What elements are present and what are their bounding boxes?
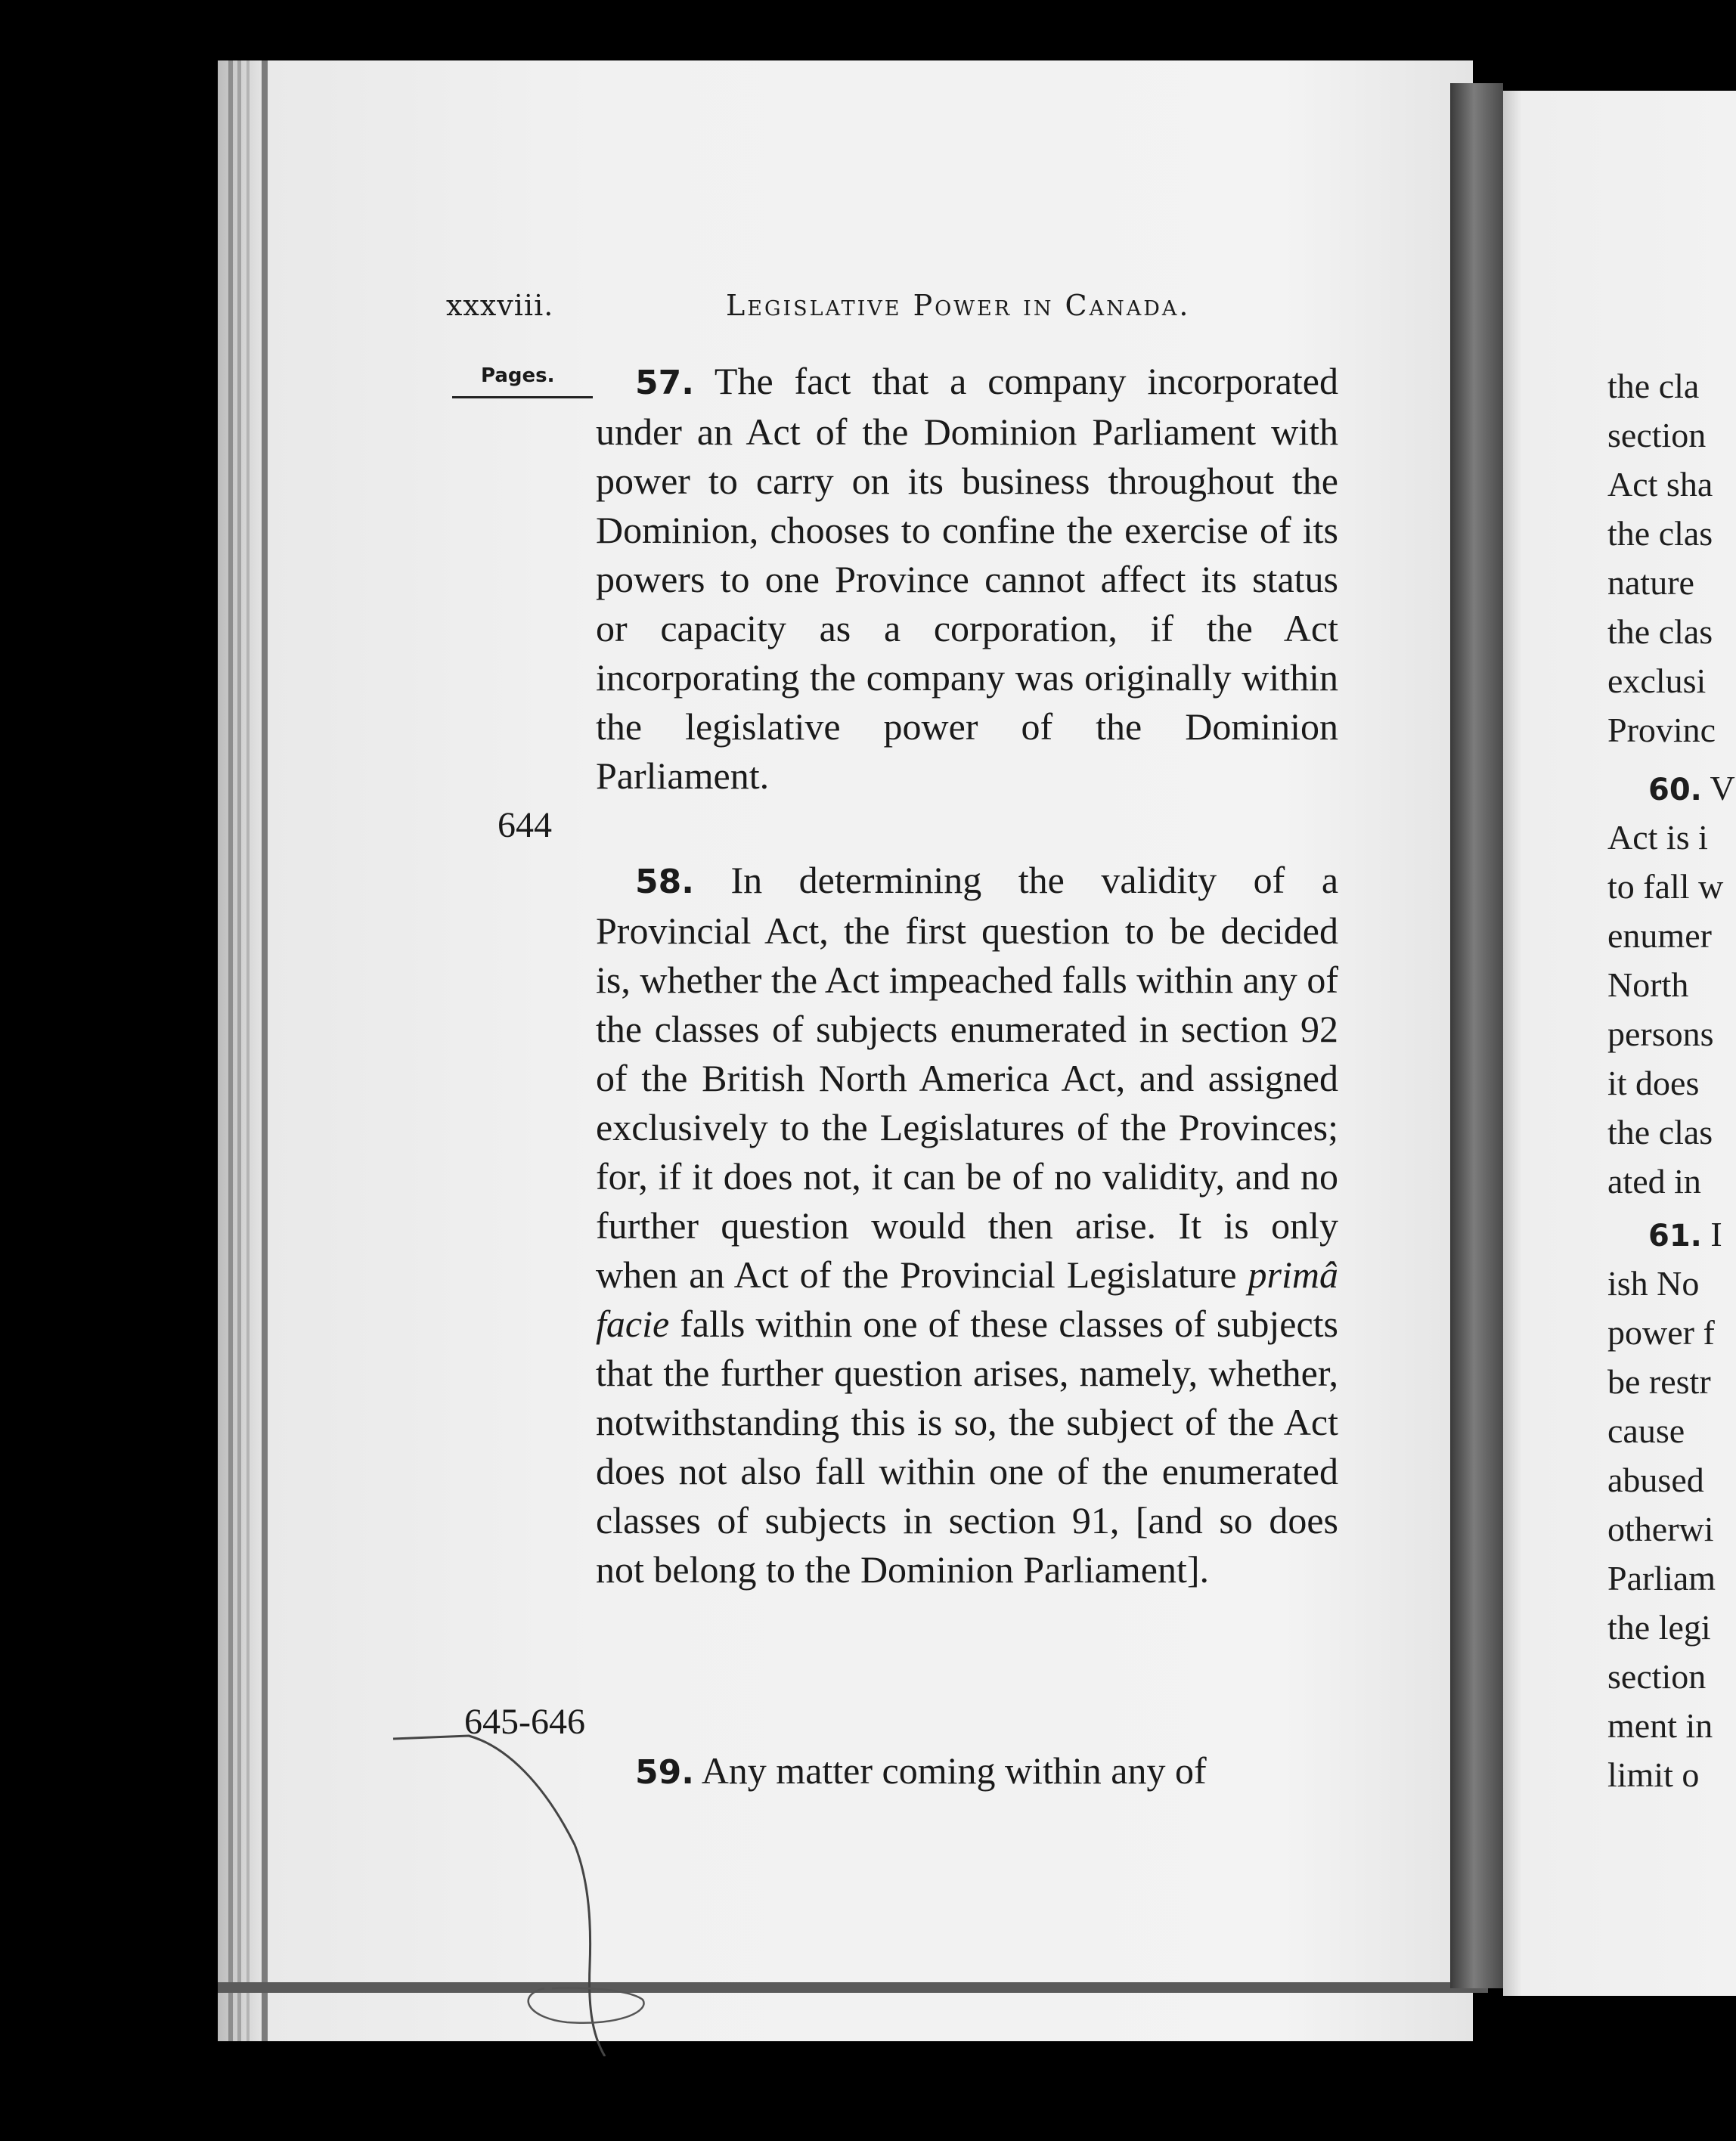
right-page-text-block	[1607, 361, 1736, 754]
page-edge	[237, 60, 241, 2041]
right-line: limit o	[1607, 1755, 1700, 1794]
book-gutter	[1450, 83, 1503, 1988]
right-line: ish No	[1607, 1264, 1700, 1303]
paragraph-text: The fact that a company incorporated under an Act of the Dominion Parliament with power to carry on its business throughout the Dominion, chooses to confine the exercise of its powers to one Province cannot affect its status or capacity as a corporation, if the Act incorporating the company was originally within the legislative power of the Dominion Parliament.	[596, 360, 1338, 797]
right-line: North	[1607, 965, 1689, 1004]
running-title: Legislative Power in Canada.	[726, 289, 1191, 322]
right-line: section	[1607, 416, 1707, 454]
right-line: V	[1710, 769, 1735, 807]
right-line: ment in	[1607, 1706, 1713, 1745]
paragraph-text: falls within one of these classes of subjects that the further question arises, namely, whether, notwithstanding this is so, the subject of the Act does not also fall within one of the enumerated classes of subjects in section 91, [and so does not belong to the Dominion Parliament].	[596, 1303, 1338, 1591]
right-page-text-block	[1607, 1210, 1736, 1799]
pencil-annotation	[378, 1701, 665, 2056]
paragraph-number: 60.	[1648, 773, 1702, 807]
paragraph-number: 58.	[635, 863, 694, 901]
paragraph-number: 61.	[1648, 1219, 1702, 1253]
right-line: otherwi	[1607, 1510, 1714, 1548]
right-line: nature	[1607, 563, 1694, 602]
paragraph-57	[596, 357, 1338, 801]
right-line: the cla	[1607, 367, 1700, 405]
right-line: the clas	[1607, 1113, 1713, 1151]
right-line: Parliam	[1607, 1559, 1716, 1597]
margin-page-reference: 645-646	[464, 1702, 585, 1742]
paragraph-number: 59.	[635, 1753, 694, 1792]
paragraph-number: 57.	[635, 364, 694, 402]
page-edge	[246, 60, 250, 2041]
right-line: the legi	[1607, 1608, 1711, 1647]
right-line: ated in	[1607, 1162, 1701, 1201]
page-number: xxxviii.	[446, 289, 554, 322]
right-line: Act sha	[1607, 465, 1713, 503]
right-line: be restr	[1607, 1362, 1711, 1401]
page-edge	[228, 60, 233, 2041]
paragraph-58	[596, 856, 1338, 1594]
right-line: section	[1607, 1657, 1707, 1696]
pages-rule	[452, 396, 593, 398]
paragraph-59	[596, 1746, 1338, 1797]
right-line: to fall w	[1607, 867, 1724, 906]
italic-phrase: primâ facie	[596, 1253, 1338, 1345]
right-page-text-block	[1607, 764, 1736, 1206]
right-line: power f	[1607, 1313, 1715, 1352]
right-line: exclusi	[1607, 662, 1707, 700]
right-line: cause	[1607, 1411, 1685, 1450]
pages-label: Pages.	[481, 364, 555, 387]
paragraph-text: In determining the validity of a Provincial Act, the first question to be decided is, whether the Act impeached falls within any of the classes of subjects enumerated in section 92 of the British North America Act, and assigned exclusively to the Legislatures of the Provinces; for, if it does not, it can be of no validity, and no further question would then arise. It is only when an Act of the Provincial Legislature	[596, 859, 1339, 1296]
right-line: Provinc	[1607, 711, 1716, 749]
paragraph-text: Any matter coming within any of	[701, 1749, 1207, 1792]
margin-page-reference: 644	[498, 805, 552, 845]
right-line: I	[1710, 1215, 1722, 1253]
right-line: persons	[1607, 1015, 1714, 1053]
right-line: it does	[1607, 1064, 1700, 1102]
right-line: abused	[1607, 1461, 1704, 1499]
right-line: Act is i	[1607, 818, 1708, 857]
right-line: the clas	[1607, 612, 1713, 651]
page-edge	[262, 60, 268, 2041]
right-line: enumer	[1607, 916, 1712, 955]
right-line: the clas	[1607, 514, 1713, 553]
